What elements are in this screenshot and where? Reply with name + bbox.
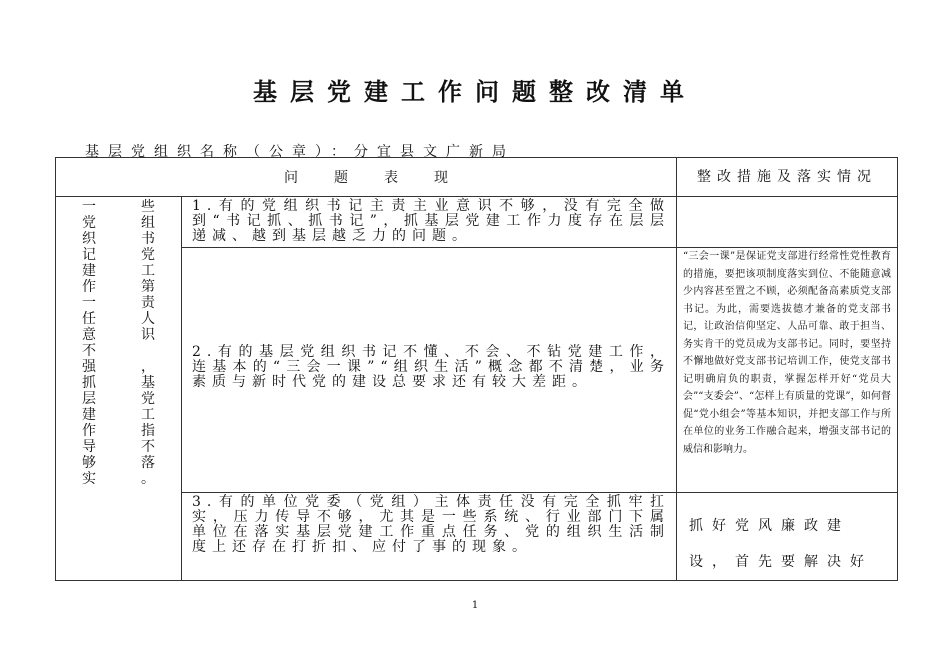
table-header-row	[56, 158, 898, 197]
page-title: 基层党建工作问题整改清单	[253, 77, 697, 106]
header-measure: 整改措施及落实情况	[677, 158, 898, 197]
org-name-line: 基层党组织名称（公章）：分宜县文广新局	[85, 144, 515, 160]
problem-cell: 2.有的基层党组织书记不懂、不会、不钻党建工作，连基本的“三会一课”“组织生活”概念都不清楚，业务素质与新时代党的建设总要求还有较大差距。	[182, 248, 677, 493]
problem-cell: 3.有的单位党委（党组）主体责任没有完全抓牢扛实，压力传导不够，尤其是一些系统、行业部门下属单位在落实基层党建工作重点任务、党的组织生活制度上还存在打折扣、应付了事的现象。	[182, 493, 677, 581]
rectification-table	[55, 157, 898, 581]
page-number: 1	[471, 600, 479, 611]
measure-cell: 抓好党风廉政建设，首先要解决好	[677, 493, 898, 581]
header-problem: 问题表现	[56, 158, 677, 197]
problem-cell: 1.有的党组织书记主责主业意识不够，没有完全做到“书记抓、抓书记”，抓基层党建工作力度存在层层递减、越到基层越乏力的问题。	[182, 197, 677, 248]
table-row	[56, 197, 898, 248]
table-row	[56, 248, 898, 493]
measure-cell	[677, 197, 898, 248]
measure-cell: “三会一课”是保证党支部进行经常性党性教育的措施，要把该项制度落实到位、不能随意减少内容甚至置之不顾，必须配备高素质党支部书记。为此，需要选拔德才兼备的党支部书记，让政治信仰坚定、人品可靠、敢于担当、务实肯干的党员成为支部书记。同时，要坚持不懈地做好党支部书记培训工作，使党支部书记明确肩负的职责，掌握怎样开好“党员大会”“支委会”、“怎样上有质量的党课”，如何督促“党小组会”等基本知识，并把支部工作与所在单位的业务工作融合起来，增强支部书记的威信和影响力。	[677, 248, 898, 493]
table-row	[56, 493, 898, 581]
category-cell: 一些党组织书记党建工作第一责任人意识不强，抓基层党建工作指导不够落实。	[56, 197, 182, 581]
